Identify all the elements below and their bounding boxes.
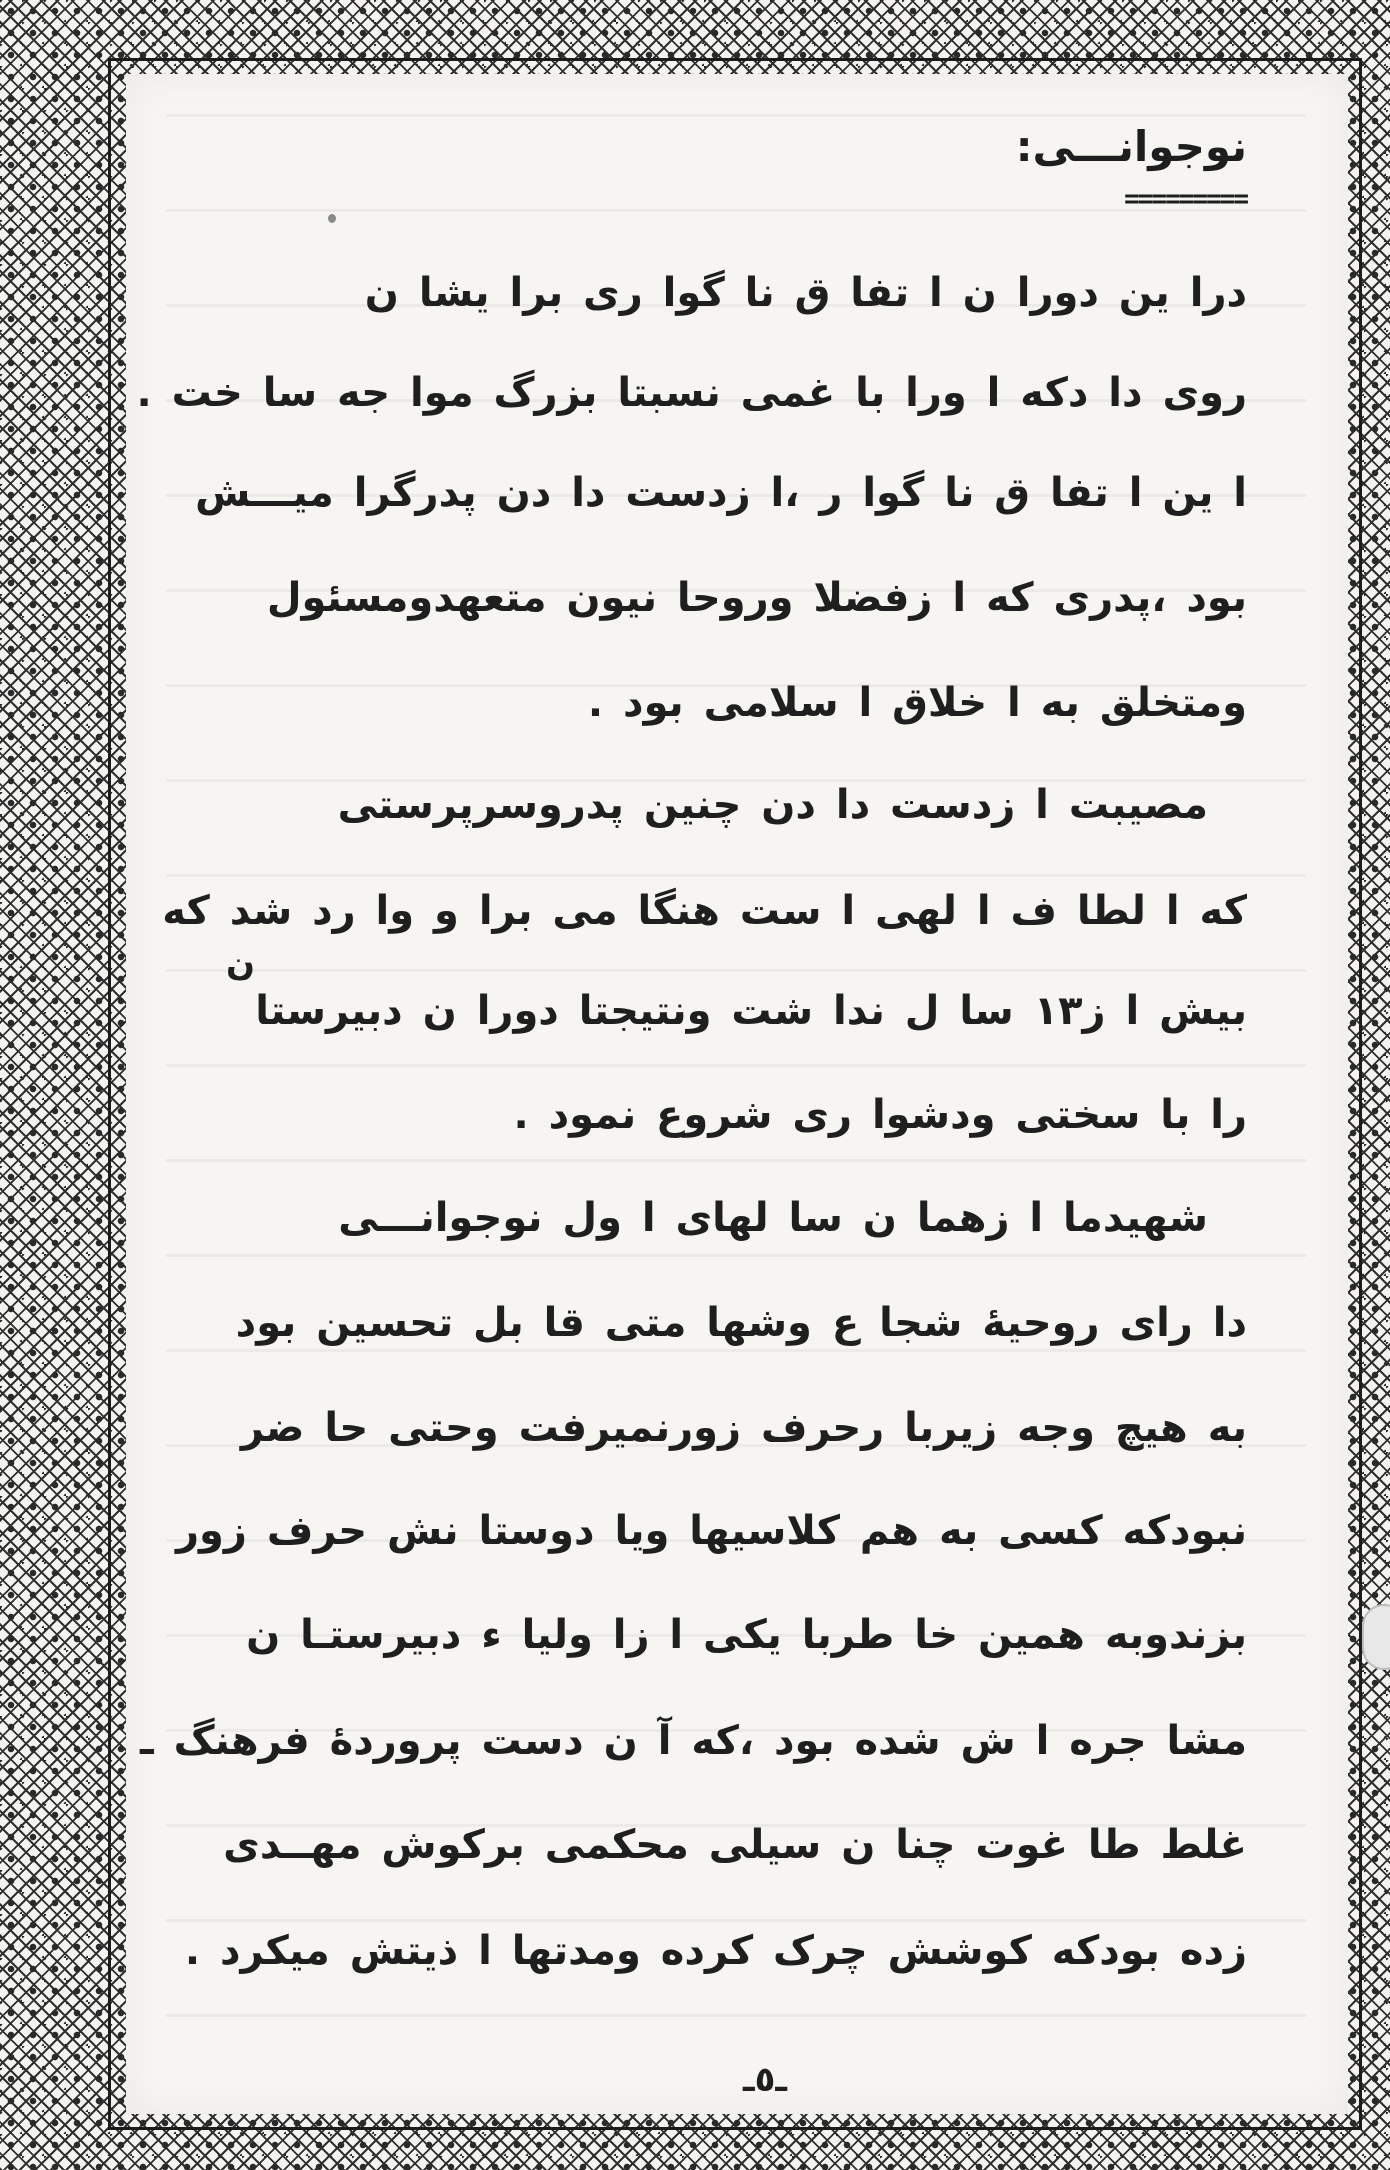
paragraph-line: درا ین دورا ن ا تفا ق نا گوا ری برا یشا ن — [364, 270, 1247, 316]
paragraph-line: زده بودکه کوشش چرک کرده ومدتها ا ذیتش میکرد . — [184, 1928, 1247, 1974]
paragraph-line: مصیبت ا زدست دا دن چنین پدروسرپرستی — [337, 782, 1208, 828]
line-continuation-letter: ن — [226, 944, 256, 984]
paragraph-line: مشا جره ا ش شده بود ،که آ ن دست پروردهٔ فرهنگ ـ — [140, 1718, 1247, 1764]
paper-speck — [328, 214, 336, 223]
paragraph-line: دا رای روحیهٔ شجا ع وشها متی قا بل تحسین بود — [235, 1300, 1247, 1346]
paragraph-line: به هیچ وجه زیربا رحرف زورنمیرفت وحتی حا ضر — [240, 1405, 1247, 1451]
paragraph-line: که ا لطا ف ا لهی ا ست هنگا می برا و وا رد شد که — [162, 888, 1247, 934]
paragraph-line: نبودکه کسی به هم کلاسیها ویا دوستا نش حرف زور — [176, 1508, 1247, 1554]
paragraph-line: ا ین ا تفا ق نا گوا ر ،ا زدست دا دن پدرگرا میـــش — [195, 470, 1247, 516]
page-number: ـ٥ـ — [743, 2060, 788, 2100]
paragraph-line: ومتخلق به ا خلاق ا سلامی بود . — [587, 680, 1247, 726]
paragraph-line: را با سختی ودشوا ری شروع نمود . — [513, 1092, 1247, 1138]
section-heading: نوجوانـــی: — [1015, 122, 1247, 171]
paragraph-line: غلط طا غوت چنا ن سیلی محکمی برکوش مهــدی — [223, 1822, 1247, 1868]
paragraph-line: روی دا دکه ا ورا با غمی نسبتا بزرگ موا جه سا خت . — [136, 370, 1247, 416]
heading-underline: ========= — [1124, 184, 1247, 214]
binding-hole — [1362, 1604, 1390, 1670]
paragraph-line: شهیدما ا زهما ن سا لهای ا ول نوجوانـــی — [338, 1195, 1208, 1241]
paragraph-line: بیش ا ز۱۳ سا ل ندا شت ونتیجتا دورا ن دبیرستا — [255, 988, 1247, 1034]
paragraph-line: بزندوبه همین خا طربا یکی ا زا ولیا ء دبیرستـا ن — [246, 1612, 1247, 1658]
paragraph-line: بود ،پدری که ا زفضلا وروحا نیون متعهدومسئول — [266, 575, 1247, 621]
